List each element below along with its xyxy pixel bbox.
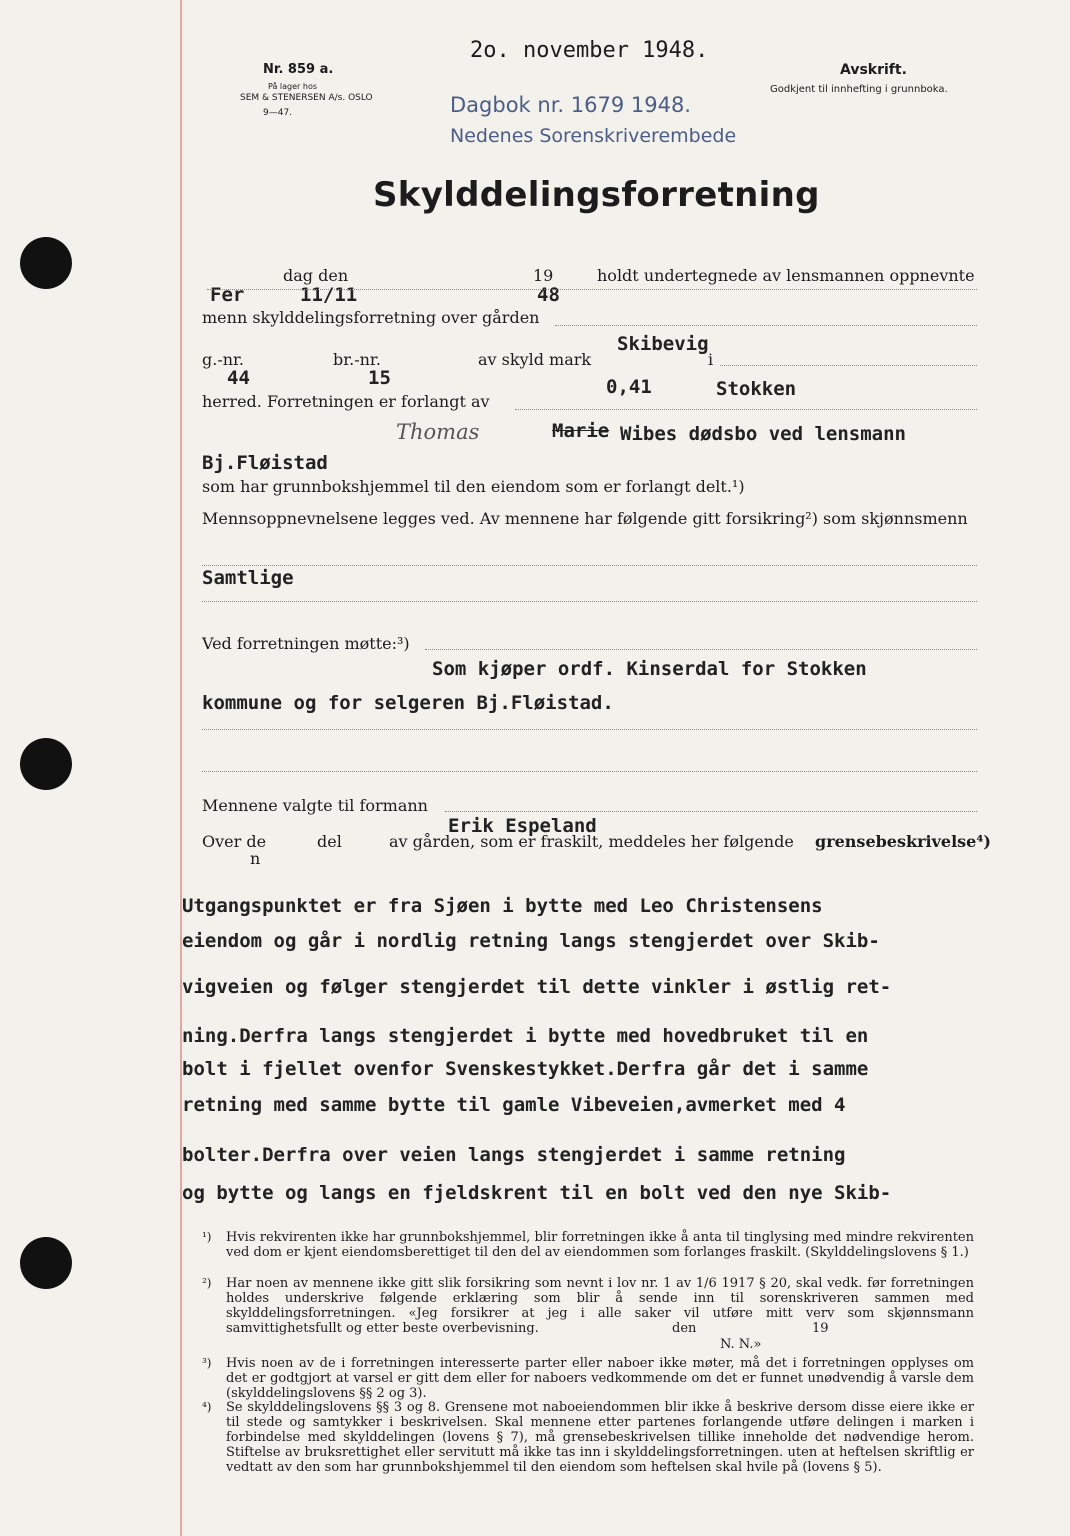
boundary-line: bolter.Derfra over veien langs stengjerdet i samme retning — [182, 1144, 846, 1166]
form-number: Nr. 859 a. — [263, 62, 334, 77]
in-label: i — [708, 350, 714, 369]
boundary-label: av gården, som er fraskilt, meddeles her følgende — [389, 832, 794, 851]
day-label: dag den — [283, 266, 349, 285]
appointment-text: Mennsoppnevnelsene legges ved. Av mennene har følgende gitt forsikring²) som skjønnsmenn — [202, 509, 968, 528]
century-label: 19 — [533, 266, 554, 285]
footnote-text: 19 — [812, 1321, 829, 1336]
footnote-text: Hvis rekvirenten ikke har grunnbokshjemmel, blir forretningen ikke å anta til tinglysing med mindre rekvirenten ved dom er kjent eiendomsberettiget til den del av eiendommen som forlanges fraskilt. (Skylddelingslovens § 1.) — [226, 1230, 974, 1260]
boundary-label-bold: grensebeskrivelse⁴) — [815, 832, 991, 851]
holding-text: holdt undertegnede av lensmannen oppnevnte — [597, 266, 975, 285]
document-date: 2o. november 1948. — [470, 38, 709, 63]
publisher-line: SEM & STENERSEN A/s. OSLO — [240, 93, 373, 103]
chairman-value: Erik Espeland — [448, 815, 597, 837]
weekday-value: Fer — [210, 284, 245, 306]
form-line — [555, 324, 977, 326]
requester-continued: Bj.Fløistad — [202, 452, 328, 474]
footnote-text: Se skylddelingslovens §§ 3 og 8. Grensene mot naboeiendommen blir ikke å beskrive dersom disse eiere ikke er til stede og samtykker i beskrivelsen. Skal mennene etter partenes forlangende utføre delingen i marken i forbindelse med skylddelingen (lovens § 7), må grensebeskrivelsen tillike inneholde det nødvendige herom. Stiftelse av bruksrettighet eller servitutt må ikke tas inn i skylddelingsforretningen. uten at heftelsen skriftlig er vedtatt av den som har grunnbokshjemmel til den eiendom som heftelsen skal hvile på (lovens § 5). — [226, 1400, 974, 1475]
copy-label: Avskrift. — [840, 62, 907, 78]
attendance-line: kommune og for selgeren Bj.Fløistad. — [202, 692, 614, 714]
gnr-value: 44 — [227, 367, 250, 389]
form-line — [202, 564, 977, 566]
struck-name: Marie — [552, 420, 610, 442]
form-line — [720, 364, 977, 366]
boundary-line: og bytte og langs en fjeldskrent til en bolt ved den nye Skib- — [182, 1182, 892, 1204]
bnr-value: 15 — [368, 367, 391, 389]
boundary-line: Utgangspunktet er fra Sjøen i bytte med Leo Christensens — [182, 895, 823, 917]
footnote-text: Har noen av mennene ikke gitt slik forsikring som nevnt i lov nr. 1 av 1/6 1917 § 20, skal vedk. før forretningen holdes underskrive følgende erklæring som blir å sende inn til sorenskriveren sammen med skylddelingsforretningen. «Jeg forsikrer at jeg i alle saker vil utføre mitt verv som skjønnsmann samvittighetsfullt og etter beste overbevisning. — [226, 1276, 974, 1336]
punch-hole — [20, 738, 72, 790]
handwritten-name: Thomas — [396, 420, 480, 444]
skyld-label: av skyld mark — [478, 350, 592, 369]
gnr-label: g.-nr. — [202, 350, 245, 369]
publisher-line: På lager hos — [268, 82, 317, 91]
punch-hole — [20, 237, 72, 289]
margin-line — [180, 0, 182, 1536]
attendance-label: Ved forretningen møtte:³) — [202, 634, 410, 653]
year-value: 48 — [537, 284, 560, 306]
form-line — [202, 728, 977, 730]
form-line — [202, 600, 977, 602]
requester-value: Wibes dødsbo ved lensmann — [620, 423, 906, 445]
footnote-text: N. N.» — [720, 1337, 762, 1352]
footnote-text: den — [672, 1321, 697, 1336]
office-stamp: Nedenes Sorenskriverembede — [450, 125, 737, 147]
bnr-label: br.-nr. — [333, 350, 381, 369]
approval-note: Godkjent til innhefting i grunnboka. — [770, 84, 948, 95]
punch-hole — [20, 1237, 72, 1289]
footnote-text: Hvis noen av de i forretningen interesserte parter eller naboer ikke møter, må det i forretningen opplyses om det er godtgjort at varsel er gitt dem eller for naboers vedkommende om det er funnet unødvendig å varsle dem (skylddelingslovens §§ 2 og 3). — [226, 1356, 974, 1401]
boundary-line: eiendom og går i nordlig retning langs stengjerdet over Skib- — [182, 930, 880, 952]
footnote-mark: ²) — [202, 1276, 212, 1290]
boundary-line: ning.Derfra langs stengjerdet i bytte med hovedbruket til en — [182, 1025, 869, 1047]
boundary-label: Over de — [202, 832, 267, 851]
date-value: 11/11 — [300, 284, 358, 306]
skyld-value: 0,41 — [606, 376, 652, 398]
form-line — [202, 770, 977, 772]
assurance-value: Samtlige — [202, 567, 294, 589]
farm-label: menn skylddelingsforretning over gården — [202, 308, 540, 327]
footnote-mark: ¹) — [202, 1230, 212, 1244]
footnote-mark: ³) — [202, 1356, 212, 1370]
boundary-line: vigveien og følger stengjerdet til dette vinkler i østlig ret- — [182, 976, 892, 998]
attendance-line: Som kjøper ordf. Kinserdal for Stokken — [432, 658, 867, 680]
form-line — [445, 810, 977, 812]
boundary-label: del — [317, 832, 342, 851]
form-line — [515, 408, 977, 410]
boundary-line: bolt i fjellet ovenfor Svenskestykket.Derfra går det i samme — [182, 1058, 869, 1080]
form-line — [425, 648, 977, 650]
form-line — [207, 288, 977, 290]
diary-stamp: Dagbok nr. 1679 1948. — [450, 93, 691, 117]
ownership-text: som har grunnbokshjemmel til den eiendom som er forlangt delt.¹) — [202, 477, 745, 496]
publisher-line: 9—47. — [263, 108, 293, 118]
footnote-mark: ⁴) — [202, 1400, 212, 1414]
municipality-value: Stokken — [716, 378, 797, 400]
chairman-label: Mennene valgte til formann — [202, 796, 428, 815]
requester-label: herred. Forretningen er forlangt av — [202, 392, 490, 411]
page-title: Skylddelingsforretning — [373, 175, 820, 215]
boundary-label: n — [250, 849, 261, 868]
boundary-line: retning med samme bytte til gamle Vibeveien,avmerket med 4 — [182, 1094, 846, 1116]
farm-name: Skibevig — [617, 333, 709, 355]
